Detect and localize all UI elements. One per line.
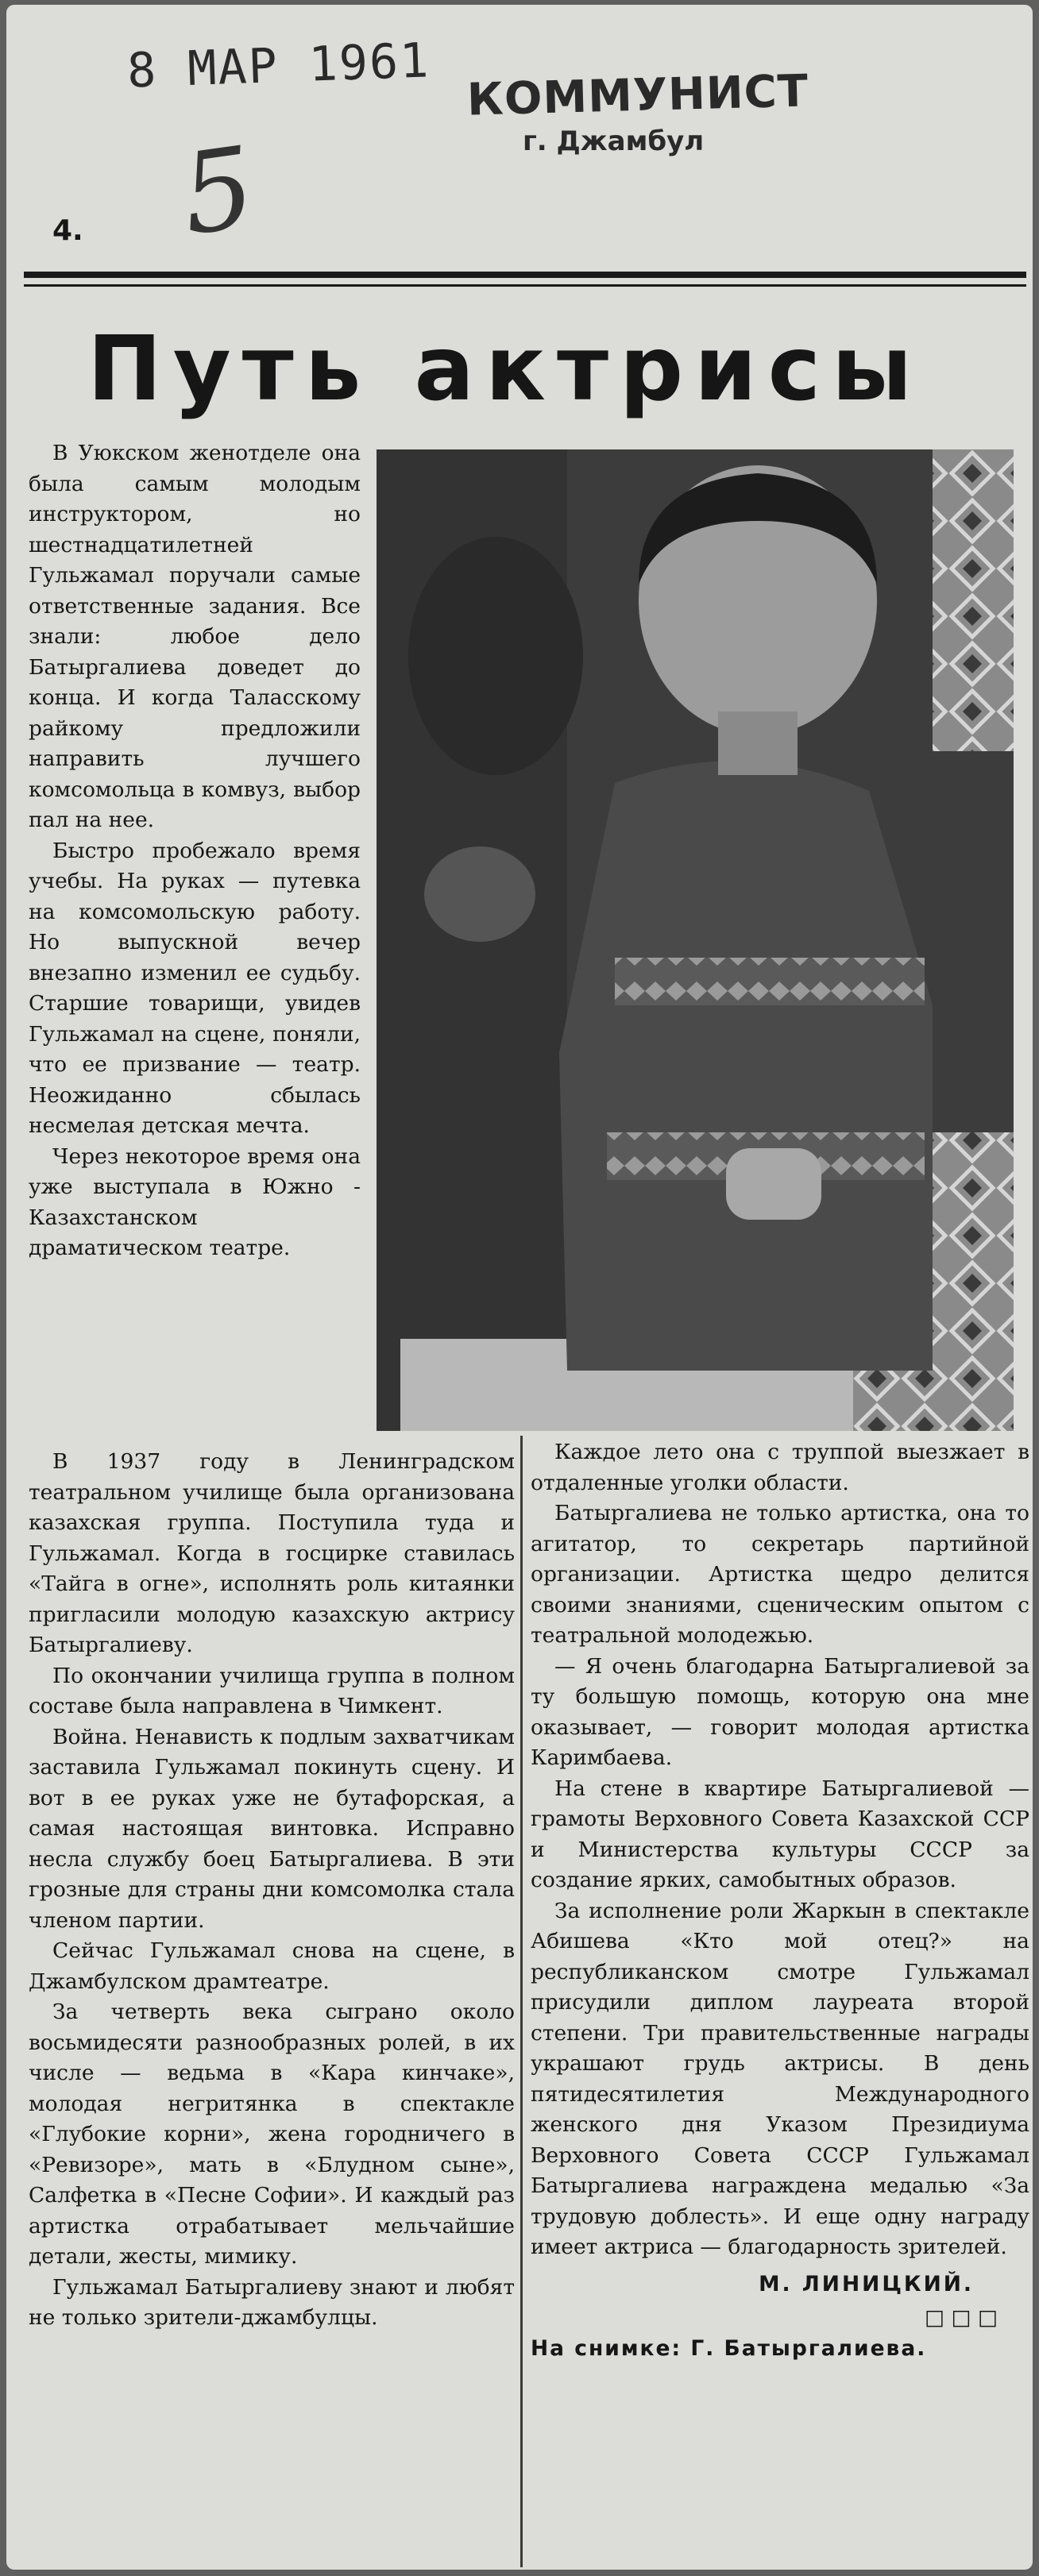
paragraph: В 1937 году в Ленинградском театральном училище была организована казахская группа. Поступила туда и Гульжамал. Когда в госцирке ставилась «Тайга в огне», исполнять роль китаянки пригласили молодую казахскую актрису Батыргалиеву. [29,1449,515,1657]
paragraph: Сейчас Гульжамал снова на сцене, в Джамбулском драмтеатре. [29,1938,515,1994]
headline: Путь актрисы [87,318,924,421]
separator-marks: □ □ □ [925,2305,998,2330]
paragraph: За исполнение роли Жаркын в спектакле Абишева «Кто мой отец?» на республиканском смотре Гульжамал присудили диплом лауреата второй степени. Три правительственные награды украшают грудь актрисы. В день пятидесятилетия Международного женского дня Указом Президиума Верховного Совета СССР Гульжамал Батыргалиева награждена медалью «За трудовую доблесть». И еще одну награду имеет актриса — благодарность зрителей. [531,1898,1029,2259]
column-divider [520,1436,523,2567]
paragraph: В Уюкском женотделе она была самым молодым инструктором, но шестнадцатилетней Гульжамал поручали самые ответственные задания. Все знали: любое дело Батыргалиева доведет до конца. И когда Таласскому райкому предложили направить лучшего комсомольца в комвуз, выбор пал на нее. [29,441,361,832]
actress-photo [377,449,1014,1431]
paragraph: Гульжамал Батыргалиеву знают и любят не только зрители-джамбулцы. [29,2274,515,2330]
paragraph: Батыргалиева не только артистка, она то агитатор, то секретарь партийной организации. Артистка щедро делится своими знаниями, сценическим опытом с театральной молодежью. [531,1501,1029,1648]
paragraph: Быстро пробежало время учебы. На руках — путевка на комсомольскую работу. Но выпускной вечер внезапно изменил ее судьбу. Старшие товарищи, увидев Гульжамал на сцене, поняли, что ее призвание — театр. Неожиданно сбылась несмелая детская мечта. [29,838,361,1138]
paragraph: Через некоторое время она уже выступала в Южно - Казахстанском драматическом театре. [29,1143,361,1260]
top-rule [24,272,1026,278]
paragraph: Война. Ненависть к подлым захватчикам заставила Гульжамал покинуть сцену. И вот в ее руках уже не бутафорская, а самая настоящая винтовка. Исправно несла службу боец Батыргалиева. В эти грозные для страны дни комсомолка стала членом партии. [29,1724,515,1933]
paragraph: Каждое лето она с труппой выезжает в отдаленные уголки области. [531,1440,1029,1495]
handwritten-number: 5 [174,122,262,261]
page-number: 4. [52,214,83,247]
photo-caption: На снимке: Г. Батыргалиева. [531,2335,927,2361]
actress-photo-image [377,449,1014,1431]
author-byline: М. ЛИНИЦКИЙ. [759,2271,974,2296]
article-column-2 [29,1447,515,2334]
article-column-1 [29,438,361,1264]
newspaper-name-stamp: КОММУНИСТ [466,65,809,126]
article-column-3 [531,1437,1029,2364]
date-stamp: 8 МАР 1961 [126,33,431,99]
paragraph: На стене в квартире Батыргалиевой — грамоты Верховного Совета Казахской ССР и Министерства культуры СССР за создание ярких, самобытных образов. [531,1776,1029,1892]
top-rule-thin [24,284,1026,287]
paragraph: За четверть века сыграно около восьмидесяти разнообразных ролей, в их числе — ведьма в «Кара кинчаке», молодая негритянка в спектакле «Глубокие корни», жена городничего в «Ревизоре», мать в «Блудном сыне», Салфетка в «Песне Софии». И каждый раз артистка отрабатывает мельчайшие детали, жесты, мимику. [29,1999,515,2269]
city-stamp: г. Джамбул [523,125,705,157]
paragraph: По окончании училища группа в полном составе была направлена в Чимкент. [29,1663,515,1718]
paragraph: — Я очень благодарна Батыргалиевой за ту большую помощь, которую она мне оказывает, — говорит молодая артистка Каримбаева. [531,1653,1029,1770]
